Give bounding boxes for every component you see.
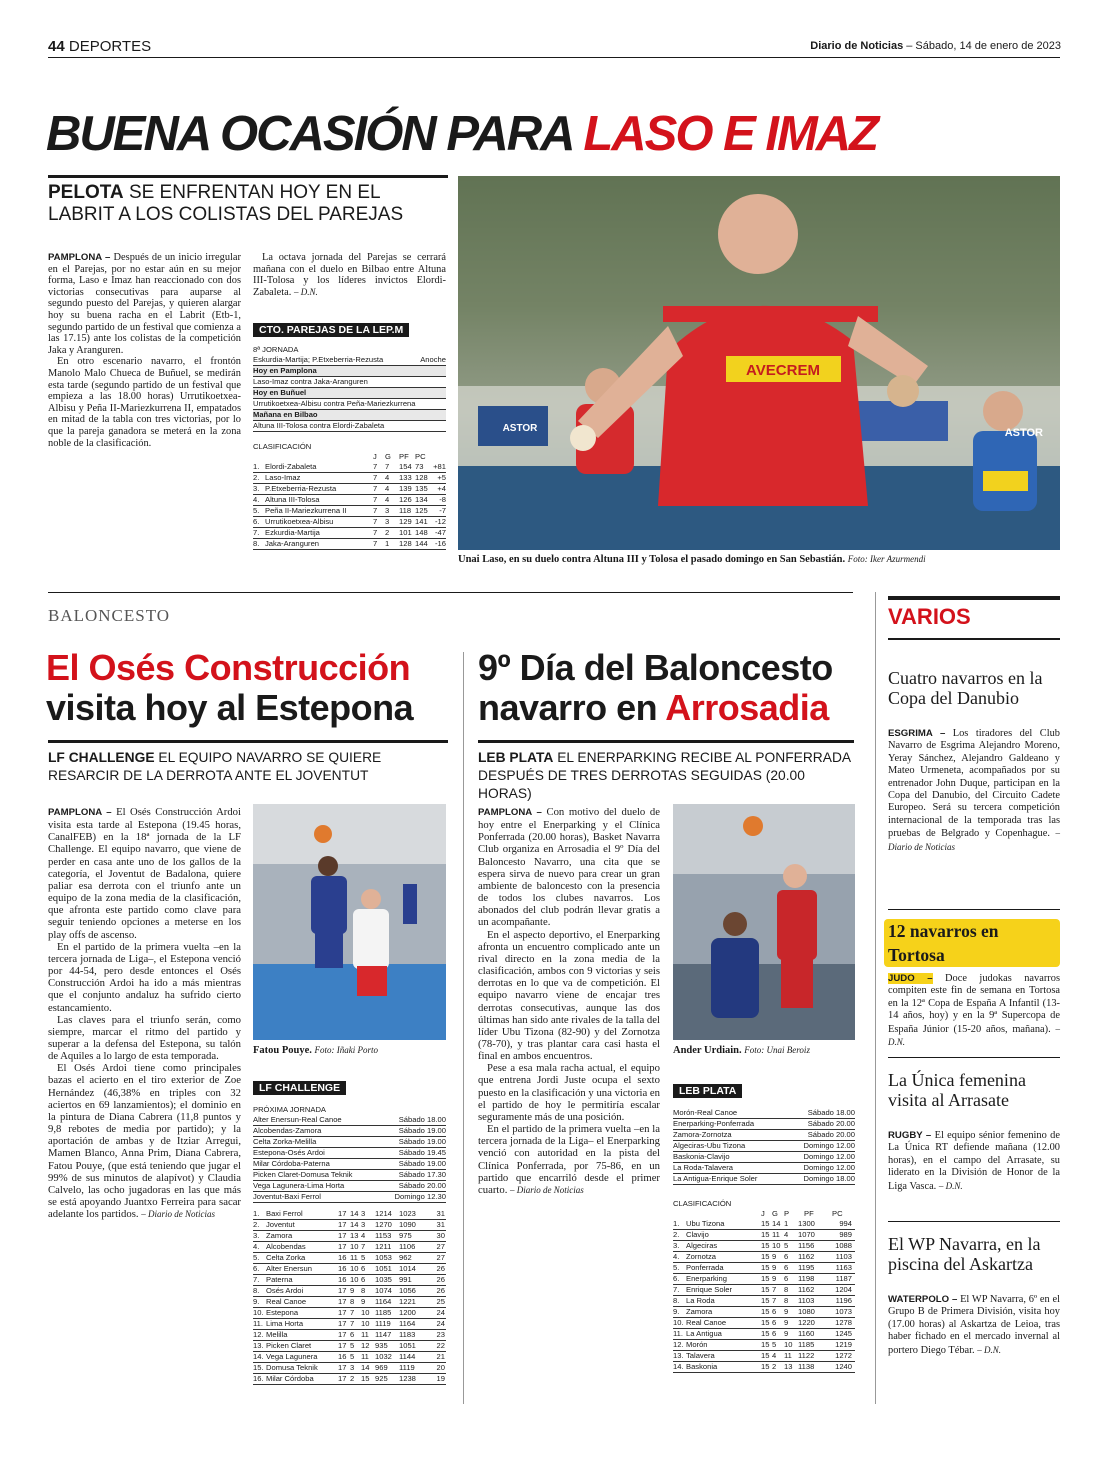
pelota-subhead-rule [48,175,448,178]
parejas-table-title: CTO. PAREJAS DE LA LEP.M [253,323,409,337]
table-row: Estepona-Osés Ardoi Sábado 19.45 [253,1148,446,1157]
varios-divider [875,592,876,1404]
table-row: 15. Domusa Teknik 17 3 14 969 1119 20 [253,1363,445,1372]
lf-challenge-table: LF CHALLENGE PRÓXIMA JORNADA Alter Enersun-Real Canoe Sábado 18.00 Alcobendas-Zamora Sábado 19.00 Celta Zorka-Melilla Sábado 19.00 Estepona-Osés Ardoi Sábado 19.45 Milar Córdoba-Paterna Sábado 19.00 Picken Claret-Domusa Teknik Sábado 17.30 Vega Lagunera-Lima Horta Sábado 20.00 Joventut-Baxi Ferrol Domingo 12.30 1. Baxi Ferrol 17 14 3 1214 1023 31 2. Joventut 17 14 3 1270 1090 31 3. Zamora 17 13 4 1153 975 30 4. Alcobendas 17 10 7 1211 1106 27 5. Celta Zorka 16 11 5 1053 962 27 6. Alter Enersun 16 10 6 1051 1014 26 7. Paterna 16 10 6 1035 991 26 8. Osés Ardoi 17 9 8 1074 1056 26 9. Real Canoe 17 8 9 1164 1221 25 10. Estepona 17 7 10 1185 1200 24 11. Lima Horta 17 7 10 1119 1164 24 12. Melilla 17 6 11 1147 1183 23 13. Picken Claret 17 5 12 935 1051 22 14. Vega Lagunera 16 5 11 1032 1144 21 15. Domusa Teknik 17 3 14 969 1119 20 16. Milar Córdoba 17 2 15 925 1238 19 [253,1082,446,1383]
table-row: Mañana en Bilbao [253,410,446,421]
table-row: Joventut-Baxi Ferrol Domingo 12.30 [253,1192,446,1201]
table-row: Alcobendas-Zamora Sábado 19.00 [253,1126,446,1135]
table-row: Enerparking-Ponferrada Sábado 20.00 [673,1119,855,1128]
parejas-clasif-header: J G PF PC [373,452,426,461]
table-row: 8. Osés Ardoi 17 9 8 1074 1056 26 [253,1286,445,1295]
photo-ad-shirt: AVECREM [746,362,820,379]
table-row: 9. Zamora 15 6 9 1080 1073 [673,1307,855,1318]
table-row: 2. Laso-Imaz 7 4 133 128 +5 [253,473,446,482]
leb-clasif-header: J G P PF PC [761,1209,843,1218]
varios-headline: La Única femenina visita al Arrasate [888,1070,1026,1110]
table-row: 6. Urrutikoetxea-Albisu 7 3 129 141 -12 [253,517,446,526]
page-header-right [810,40,1061,52]
arrosadia-photo-caption: Ander Urdiain. Foto: Unai Beroiz [673,1045,810,1056]
table-row: 16. Milar Córdoba 17 2 15 925 1238 19 [253,1374,445,1383]
parejas-results [253,355,446,432]
photo-ad-wall-2: ASTOR [502,423,538,434]
arrosadia-players-illustration [673,804,855,1040]
arrosadia-photo [673,804,855,1040]
column-divider [463,652,464,1404]
table-row: 5. Peña II-Mariezkurrena II 7 3 118 125 -7 [253,506,446,515]
table-row: Vega Lagunera-Lima Horta Sábado 20.00 [253,1181,446,1190]
table-row: 2. Joventut 17 14 3 1270 1090 31 [253,1220,445,1229]
oses-body: PAMPLONA – El Osés Construcción Ardoi visita esta tarde al Estepona (19.45 horas, CanalFEB) en la 18ª jornada de la LF Challenge. El equipo navarro, que viene de perder en casa ante uno de los gallos de la categoría, el Joventut de Badalona, quiere paliar esa derrota con el triunfo ante un equipo de la zona media de la clasificación, que afronta este partido como clave para seguir teniendo opciones a meterse en los play offs de ascenso. En el partido de la primera vuelta –en la tercera jornada de Liga–, el Estepona venció por 44-54, pero desde entonces el Osés Construcción Ardoi ha ido a más mientras que el conjunto andaluz ha sufrido cierto estancamiento. Las claves para el triunfo serán, como siempre, marcar el ritmo del partido y superar a la defensa del Estepona, su talón de Aquiles a lo largo de esta temporada. El Osés Ardoi tiene como principales bazas el acierto en el tiro exterior de Zoe Hernández (46,38% en triples con 32 aciertos en 69 lanzamientos); el dominio en la pintura de Diana Cabrera (11,8 puntos y 9,8 rebotes de media por partido); y la aportación de ambas y de Itziar Arregui, Mamen Blanco, Anna Prim, Diana Cabrera, Fatou Pouye, (que está teniendo que jugar el 99% de sus minutos de alapívot) y Claudia Calvelo, las ocho jugadoras en las que más se está apoyando Juantxo Ferreira para sacar adelante los partidos. – Diario de Noticias [48,806,241,1221]
pelota-headline: BUENA OCASIÓN PARA LASO E IMAZ [46,107,878,161]
table-row: Hoy en Buñuel [253,388,446,399]
table-row: 1. Baxi Ferrol 17 14 3 1214 1023 31 [253,1209,445,1218]
table-row: 5. Celta Zorka 16 11 5 1053 962 27 [253,1253,445,1262]
arrosadia-body: PAMPLONA – Con motivo del duelo de hoy entre el Enerparking y el Clínica Ponferrada (20.00 horas), Basket Navarra Club organiza en Arrosadia el 9º Día del Baloncesto Navarro, una cita que se espera sirva de nuevo para crear un gran ambiente de baloncesto con la presencia de todos los clubes navarros. Los abonados del club podrán llevar gratis a un acompañante. En el aspecto deportivo, el Enerparking afronta un encuentro complicado ante un rival directo en la zona media de la clasificación, ambos con 9 victorias y seis derrotas en lo que va de competición. El equipo navarro viene de encajar tres derrotas consecutivas, aunque las dos últimas han sido ante rivales de la talla del líder Ubu Tizona (82-90) y del Zornotza (78-70), y tras plantar cara casi hasta el final en ambos encuentros. Pese a esa mala racha actual, el equipo que entrena Jordi Juste ocupa el sexto puesto en la clasificación y una victoria en el partido de hoy le permitiría escalar seguramente más de una posición. En el partido de la primera vuelta –en la tercera jornada de la Liga– el Enerparking venció con autoridad en la pista del Clínica Ponferrada, por 75-86, en un partido que encarriló desde el primer cuarto. – Diario de Noticias [478,806,660,1196]
table-row: 4. Zornotza 15 9 6 1162 1103 [673,1252,855,1263]
leb-plata-title: LEB PLATA [673,1084,742,1098]
table-row: 3. Algeciras 15 10 5 1156 1088 [673,1241,855,1252]
pelota-col2: La octava jornada del Parejas se cerrará mañana con el duelo en Bilbao entre Altuna III-Tolosa y los líderes invictos Elordi-Zabaleta. – D.N. [253,252,446,298]
table-row: 1. Ubu Tizona 15 14 1 1300 994 [673,1219,855,1230]
table-row: Laso-Imaz contra Jaka-Aranguren [253,377,446,388]
arrosadia-subhead: LEB PLATA EL ENERPARKING RECIBE AL PONFERRADA DESPUÉS DE TRES DERROTAS SEGUIDAS (20.00 HORAS) [478,750,851,801]
table-row: Urrutikoetxea-Albisu contra Peña-Mariezkurrena [253,399,446,410]
section-name: DEPORTES [68,38,152,55]
table-row: 13. Talavera 15 4 11 1122 1272 [673,1351,855,1362]
table-row: 6. Enerparking 15 9 6 1198 1187 [673,1274,855,1285]
section-rule [48,592,853,593]
table-row: Altuna III-Tolosa contra Elordi-Zabaleta [253,421,446,432]
table-row: 11. Lima Horta 17 7 10 1119 1164 24 [253,1319,445,1328]
leb-plata-table: LEB PLATA Morón-Real Canoe Sábado 18.00 Enerparking-Ponferrada Sábado 20.00 Zamora-Zornotza Sábado 20.00 Algeciras-Ubu Tizona Domingo 12.00 Baskonia-Clavijo Domingo 12.00 La Roda-Talavera Domingo 12.00 La Antigua-Enrique Soler Domingo 18.00 CLASIFICACIÓN J G P PF PC 1. Ubu Tizona 15 14 1 1300 994 2. Clavijo 15 11 4 1070 989 3. Algeciras 15 10 5 1156 1088 4. Zornotza 15 9 6 1162 1103 5. Ponferrada 15 9 6 1195 1163 6. Enerparking 15 9 6 1198 1187 7. Enrique Soler 15 7 8 1162 1204 8. La Roda 15 7 8 1103 1196 9. Zamora 15 6 9 1080 1073 10. Real Canoe 15 6 9 1220 1278 11. La Antigua 15 6 9 1160 1245 12. Morón 15 5 10 1185 1219 13. Talavera 15 4 11 1122 1272 14. Baskonia 15 2 13 1138 1240 [673,1085,855,1371]
table-row: 11. La Antigua 15 6 9 1160 1245 [673,1329,855,1340]
table-row: Celta Zorka-Melilla Sábado 19.00 [253,1137,446,1146]
pelota-photo-caption: Unai Laso, en su duelo contra Altuna III y Tolosa el pasado domingo en San Sebastián. Foto: Iker Azurmendi [458,554,926,565]
table-row: 8. La Roda 15 7 8 1103 1196 [673,1296,855,1307]
varios-item-judo: 12 navarros en Tortosa JUDO – Doce judokas navarros compiten este fin de semana en Tortosa en la 12ª Copa de España A Infantil (13-14 años, hoy) y en la 9ª Supercopa de España Júnior (15-20 años, mañana). – D.N. [884,919,1060,1049]
table-row: 7. Enrique Soler 15 7 8 1162 1204 [673,1285,855,1296]
table-row: Zamora-Zornotza Sábado 20.00 [673,1130,855,1139]
table-row: 12. Melilla 17 6 11 1147 1183 23 [253,1330,445,1339]
table-row: La Antigua-Enrique Soler Domingo 18.00 [673,1174,855,1183]
table-row: La Roda-Talavera Domingo 12.00 [673,1163,855,1172]
varios-title: VARIOS [888,604,971,629]
table-row: 3. Zamora 17 13 4 1153 975 30 [253,1231,445,1240]
varios-title-rule [888,638,1060,640]
oses-headline: El Osés Construcción visita hoy al Estepona [46,647,414,728]
varios-headline: El WP Navarra, en la piscina del Askartza [888,1234,1041,1274]
pelota-col1: PAMPLONA – Después de un inicio irregular en el Parejas, por no estar aún en su mejor forma, Laso e Imaz han reaccionado con dos victorias consecutivas para auparse al segundo puesto del Parejas, y quieren alargar hoy su buena racha en el Labrit (Etb-1, segundo partido de un festival que comienza a las 17.15) ante los colistas de la competición Jaka y Aranguren. En otro escenario navarro, el frontón Manolo Malo Chueca de Buñuel, se medirán esta tarde (segundo partido de un festival que empieza a las 18.00 horas) Urrutikoetxea-Albisu y Peña II-Mariezkurrena II, empatados en mitad de la tabla con tres victorias, por lo que la pareja ganadora se meterá en la zona noble de la clasificación. [48,252,241,449]
table-row: 8. Jaka-Aranguren 7 1 128 144 -16 [253,539,446,548]
leb-standings [673,1219,855,1373]
oses-subhead-rule [48,740,448,743]
leb-fixtures [673,1108,855,1185]
pelota-subhead: PELOTA SE ENFRENTAN HOY EN EL LABRIT A LOS COLISTAS DEL PAREJAS [48,182,404,225]
varios-headline: 12 navarros en Tortosa [884,919,1060,967]
issue-date: – Sábado, 14 de enero de 2023 [906,40,1061,52]
page-header-left [48,38,151,55]
page-number: 44 [48,38,65,55]
oses-photo-caption: Fatou Pouye. Foto: Iñaki Porto [253,1045,379,1056]
oses-photo [253,804,446,1040]
table-row: Eskurdia-Martija; P.Etxeberria-Rezusta Anoche [253,355,446,364]
table-row: 3. P.Etxeberria-Rezusta 7 4 139 135 +4 [253,484,446,493]
lf-fixtures [253,1115,446,1203]
baloncesto-section: BALONCESTO [48,606,171,625]
varios-item-waterpolo: El WP Navarra, en la piscina del Askartza WATERPOLO – El WP Navarra, 6º en el Grupo B de Primera División, visita hoy (17.00 horas) al Askartza de Leioa, tras haber fichado en el mercado invernal al portero Diego Tébar. – D.N. [888,1234,1060,1356]
newspaper-name: Diario de Noticias [810,40,904,52]
table-row: 13. Picken Claret 17 5 12 935 1051 22 [253,1341,445,1350]
table-row: 14. Baskonia 15 2 13 1138 1240 [673,1362,855,1373]
table-row: 14. Vega Lagunera 16 5 11 1032 1144 21 [253,1352,445,1361]
table-row: 4. Alcobendas 17 10 7 1211 1106 27 [253,1242,445,1251]
arrosadia-subhead-rule [478,740,854,743]
photo-ad-wall-1: ASTOR [1004,427,1043,439]
table-row: Hoy en Pamplona [253,366,446,377]
table-row: 4. Altuna III-Tolosa 7 4 126 134 -8 [253,495,446,504]
table-row: Milar Córdoba-Paterna Sábado 19.00 [253,1159,446,1168]
table-row: 7. Paterna 16 10 6 1035 991 26 [253,1275,445,1284]
table-row: Morón-Real Canoe Sábado 18.00 [673,1108,855,1117]
table-row: Baskonia-Clavijo Domingo 12.00 [673,1152,855,1161]
lf-challenge-title: LF CHALLENGE [253,1081,346,1095]
table-row: 9. Real Canoe 17 8 9 1164 1221 25 [253,1297,445,1306]
table-row: 12. Morón 15 5 10 1185 1219 [673,1340,855,1351]
varios-headline: Cuatro navarros en la Copa del Danubio [888,668,1043,708]
varios-item-rugby: La Única femenina visita al Arrasate RUGBY – El equipo sénior femenino de La Única RT defiende mañana (12.00 horas), en el campo del Arrasate, su liderato en la División de Honor de la Liga Vasca. – D.N. [888,1070,1060,1192]
oses-subhead: LF CHALLENGE EL EQUIPO NAVARRO SE QUIERE RESARCIR DE LA DERROTA ANTE EL JOVENTUT [48,750,382,783]
table-row: Alter Enersun-Real Canoe Sábado 18.00 [253,1115,446,1124]
varios-top-rule [888,596,1060,600]
table-row: 7. Ezkurdia-Martija 7 2 101 148 -47 [253,528,446,537]
table-row: 1. Elordi-Zabaleta 7 7 154 73 +81 [253,462,446,471]
table-row: 2. Clavijo 15 11 4 1070 989 [673,1230,855,1241]
table-row: 6. Alter Enersun 16 10 6 1051 1014 26 [253,1264,445,1273]
table-row: 5. Ponferrada 15 9 6 1195 1163 [673,1263,855,1274]
table-row: Algeciras-Ubu Tizona Domingo 12.00 [673,1141,855,1150]
header-rule [48,57,1060,58]
table-row: 10. Estepona 17 7 10 1185 1200 24 [253,1308,445,1317]
pelota-player-illustration [458,176,1060,550]
parejas-table: CTO. PAREJAS DE LA LEP.M 8ª JORNADA Eskurdia-Martija; P.Etxeberria-Rezusta Anoche Hoy en Pamplona Laso-Imaz contra Jaka-Aranguren Hoy en Buñuel Urrutikoetxea-Albisu contra Peña-Mariezkurrena Mañana en Bilbao Altuna III-Tolosa contra Elordi-Zabaleta CLASIFICACIÓN J G PF PC 1. Elordi-Zabaleta 7 7 154 73 +81 2. Laso-Imaz 7 4 133 128 +5 3. P.Etxeberria-Rezusta 7 4 139 135 +4 4. Altuna III-Tolosa 7 4 126 134 -8 5. Peña II-Mariezkurrena II 7 3 118 125 -7 6. Urrutikoetxea-Albisu 7 3 129 141 -12 7. Ezkurdia-Martija 7 2 101 148 -47 8. Jaka-Aranguren 7 1 128 144 -16 [253,324,446,548]
varios-item-esgrima: Cuatro navarros en la Copa del Danubio ESGRIMA – Los tiradores del Club Navarro de Esgrima Alejandro Moreno, Yeray Sánchez, Alejandro Galdeano y Mateo Urmeneta, acompañados por su entrenador John Duque, participan en la Copa del Danubio, del Circuito Cadete Europeo. Será su tercera competición internacional de la temporada tras las pruebas de Belgrado y Copenhague. – Diario de Noticias [888,668,1060,852]
table-row: Picken Claret-Domusa Teknik Sábado 17.30 [253,1170,446,1179]
pelota-photo [458,176,1060,550]
oses-players-illustration [253,804,446,1040]
arrosadia-headline: 9º Día del Baloncesto navarro en Arrosadia [478,647,833,728]
table-row: 10. Real Canoe 15 6 9 1220 1278 [673,1318,855,1329]
parejas-clasif [253,462,446,550]
lf-standings [253,1209,446,1385]
